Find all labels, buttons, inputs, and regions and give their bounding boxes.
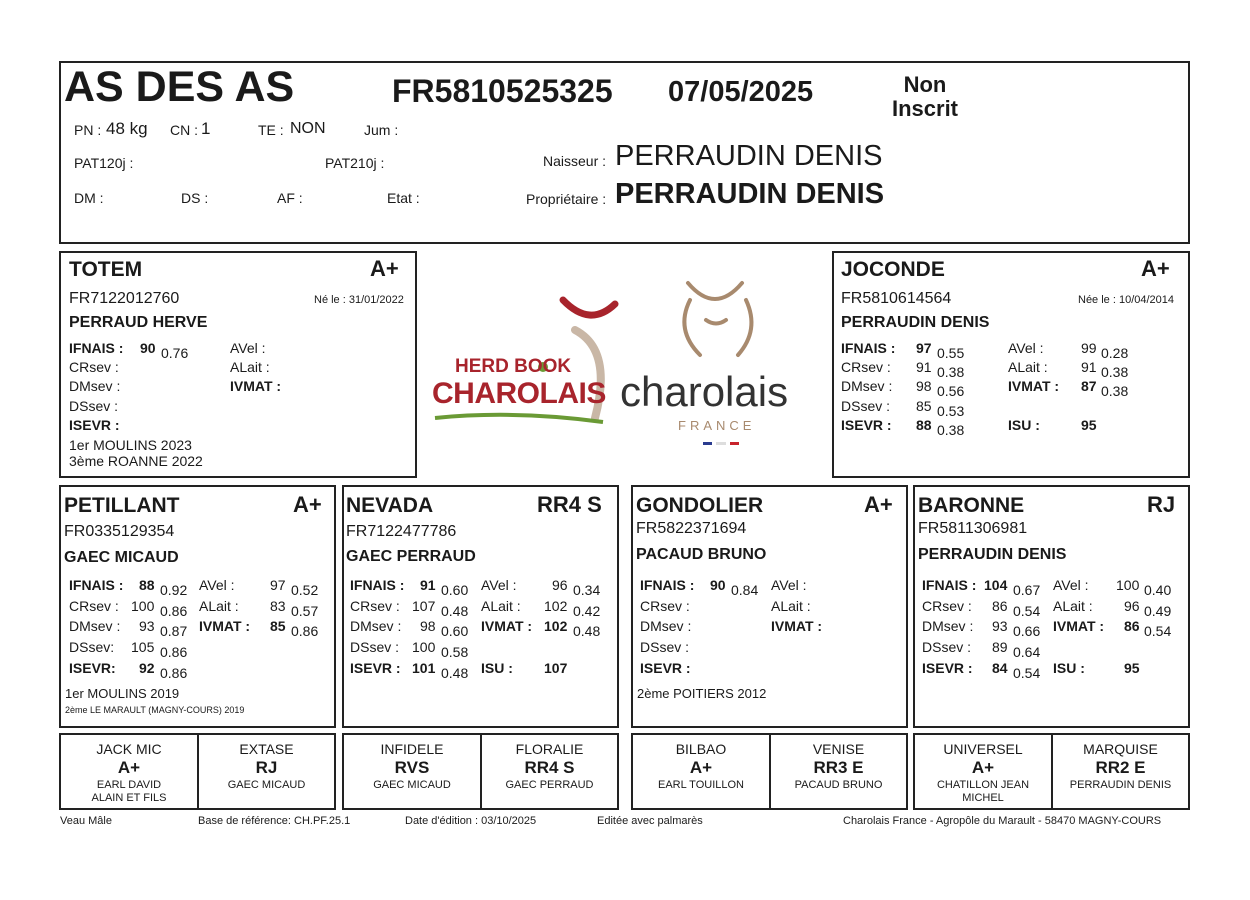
ggp-owner-1: PERRAUDIN DENIS [1069,779,1172,791]
sire-grade: A+ [370,256,399,281]
ggp-card [480,733,619,810]
cn-label: CN : [170,122,198,138]
gp-ifnais-value: 88 [139,577,155,593]
ggp-card [197,733,336,810]
gp-isevr-value: 92 [139,660,155,676]
gp-dssev-label: DSsev: [69,639,115,655]
dam-dssev-label: DSsev : [841,398,891,414]
gp-ivmat-label: IVMAT : [481,618,533,634]
gp-ivmat-cd: 0.54 [1144,623,1172,639]
gp-ivmat-cd: 0.86 [291,623,319,639]
ggp-owner-1: EARL DAVID [96,779,162,791]
gp-crsev-label: CRsev : [69,598,119,614]
gp-id: FR5822371694 [636,520,747,537]
charolais-france-bull-icon [670,275,770,375]
ggp-grade: A+ [689,758,713,777]
dam-avel-cd: 0.28 [1101,345,1129,361]
ggp-name: FLORALIE [515,741,584,757]
gp-dssev-label: DSsev : [640,639,690,655]
ggp-card [1051,733,1190,810]
ggp-grade: RR4 S [524,758,575,777]
gp-alait-value: 96 [1124,598,1140,614]
gp-isevr-cd: 0.54 [1013,665,1041,681]
sire-id: FR7122012760 [69,290,180,307]
dam-ivmat-label: IVMAT : [1008,378,1060,394]
gp-avel-value: 96 [552,577,568,593]
flag-white [716,442,725,445]
gp-crsev-label: CRsev : [922,598,972,614]
charolais-brow-mark [706,320,726,324]
gp-id: FR0335129354 [64,523,175,540]
gp-ivmat-label: IVMAT : [199,618,251,634]
gp-crsev-label: CRsev : [350,598,400,614]
registration-status-line1: Non [903,72,947,97]
footer-edition-date: Date d'édition : 03/10/2025 [405,815,537,827]
gp-isevr-cd: 0.48 [441,665,469,681]
gp-alait-value: 83 [270,598,286,614]
gp-ifnais-cd: 0.60 [441,582,469,598]
ggp-owner-1: GAEC PERRAUD [505,779,594,791]
gp-isevr-value: 101 [412,660,436,676]
gp-id: FR7122477786 [346,523,457,540]
sire-owner: PERRAUD HERVE [69,314,208,331]
te-label: TE : [258,122,284,138]
pn-label: PN : [74,122,102,138]
gp-dssev-cd: 0.86 [160,644,188,660]
gp-avel-label: AVel : [481,577,517,593]
dam-isevr-label: ISEVR : [841,417,892,433]
gp-palmares-1: 1er MOULINS 2019 [65,686,180,701]
ggp-name: UNIVERSEL [943,741,1023,757]
gp-alait-cd: 0.57 [291,603,319,619]
ggp-owner-1: EARL TOUILLON [658,779,744,791]
dm-label: DM : [74,190,104,206]
ggp-name: JACK MIC [96,741,162,757]
gp-owner: GAEC PERRAUD [346,548,476,565]
gp-palmares-1: 2ème POITIERS 2012 [637,686,767,701]
dam-avel-value: 99 [1081,340,1097,356]
ggp-name: BILBAO [675,741,727,757]
dam-ivmat-cd: 0.38 [1101,383,1129,399]
animal-birth-date: 07/05/2025 [668,76,814,108]
naisseur-value: PERRAUDIN DENIS [615,140,883,172]
ggp-grade: RR2 E [1095,758,1146,777]
dam-dssev-value: 85 [916,398,932,414]
gp-grade: RJ [1147,492,1176,517]
dam-owner: PERRAUDIN DENIS [841,314,990,331]
gp-id: FR5811306981 [918,520,1028,537]
sire-crsev-label: CRsev : [69,359,119,375]
gp-avel-label: AVel : [771,577,807,593]
charolais-head-right-mark [738,300,751,355]
gp-isu-value: 95 [1124,660,1140,676]
ggp-owner-1: GAEC MICAUD [227,779,306,791]
gp-dssev-label: DSsev : [922,639,972,655]
gp-dmsev-label: DMsev : [69,618,121,634]
gp-isevr-label: ISEVR : [640,660,691,676]
gp-alait-cd: 0.49 [1144,603,1172,619]
ggp-name: EXTASE [239,741,294,757]
dam-isu-value: 95 [1081,417,1097,433]
herdbook-horn-mark [563,300,615,315]
gp-name: NEVADA [346,494,434,517]
dam-alait-label: ALait : [1008,359,1048,375]
charolais-france-word: FRANCE [678,418,756,433]
dam-ivmat-value: 87 [1081,378,1097,394]
footer-palmares-note: Editée avec palmarès [597,815,703,827]
sire-alait-label: ALait : [230,359,270,375]
gp-isu-value: 107 [544,660,568,676]
gp-crsev-cd: 0.86 [160,603,188,619]
gp-ivmat-label: IVMAT : [771,618,823,634]
proprietaire-label: Propriétaire : [526,191,607,207]
ggp-grade: A+ [971,758,995,777]
gp-dssev-value: 89 [992,639,1008,655]
gp-avel-label: AVel : [1053,577,1089,593]
sire-palmares-2: 3ème ROANNE 2022 [69,453,203,469]
gp-palmares-2: 2ème LE MARAULT (MAGNY-COURS) 2019 [65,705,245,715]
dam-dmsev-label: DMsev : [841,378,893,394]
sire-avel-label: AVel : [230,340,266,356]
ggp-name: VENISE [812,741,865,757]
dam-dmsev-value: 98 [916,378,932,394]
gp-ivmat-label: IVMAT : [1053,618,1105,634]
gp-ifnais-label: IFNAIS : [350,577,405,593]
cn-value: 1 [201,119,211,138]
gp-crsev-value: 86 [992,598,1008,614]
registration-status [880,73,970,121]
ggp-card [342,733,482,810]
ggp-owner-2: MICHEL [962,792,1004,804]
gp-isevr-label: ISEVR: [69,660,116,676]
ggp-owner-2: ALAIN ET FILS [91,792,167,804]
dam-avel-label: AVel : [1008,340,1044,356]
ggp-grade: RJ [255,758,278,777]
sire-ifnais-cd: 0.76 [161,345,189,361]
footer-base: Base de référence: CH.PF.25.1 [198,815,351,827]
gp-name: PETILLANT [64,494,180,517]
gp-dssev-value: 100 [412,639,436,655]
proprietaire-value: PERRAUDIN DENIS [615,178,885,210]
sire-dmsev-label: DMsev : [69,378,121,394]
gp-crsev-label: CRsev : [640,598,690,614]
sire-ifnais-value: 90 [140,340,156,356]
gp-ifnais-label: IFNAIS : [69,577,124,593]
gp-dmsev-cd: 0.87 [160,623,188,639]
gp-alait-cd: 0.42 [573,603,601,619]
gp-owner: PACAUD BRUNO [636,546,767,563]
gp-ifnais-label: IFNAIS : [922,577,977,593]
gp-name: BARONNE [918,494,1025,517]
gp-ivmat-value: 86 [1124,618,1140,634]
ggp-grade: RVS [394,758,430,777]
ds-label: DS : [181,190,209,206]
herdbook-line2: CHAROLAIS [432,377,606,410]
gp-ifnais-label: IFNAIS : [640,577,695,593]
gp-alait-label: ALait : [199,598,239,614]
gp-alait-label: ALait : [1053,598,1093,614]
gp-name: GONDOLIER [636,494,764,517]
gp-ivmat-value: 102 [544,618,568,634]
ggp-owner-1: GAEC MICAUD [373,779,451,791]
dam-birth-date: Née le : 10/04/2014 [1078,294,1175,306]
gp-dmsev-value: 93 [992,618,1008,634]
naisseur-label: Naisseur : [543,153,607,169]
dam-alait-cd: 0.38 [1101,364,1129,380]
gp-dmsev-label: DMsev : [922,618,974,634]
gp-avel-value: 97 [270,577,286,593]
dam-crsev-value: 91 [916,359,932,375]
ggp-card [631,733,771,810]
gp-alait-label: ALait : [771,598,811,614]
gp-ifnais-value: 90 [710,577,726,593]
sire-name: TOTEM [69,258,143,281]
gp-avel-label: AVel : [199,577,235,593]
footer-sex: Veau Mâle [60,815,112,827]
gp-isu-label: ISU : [481,660,513,676]
gp-ifnais-value: 91 [420,577,436,593]
gp-grade: A+ [864,492,893,517]
gp-ivmat-cd: 0.48 [573,623,601,639]
gp-dmsev-value: 93 [139,618,155,634]
sire-ifnais-label: IFNAIS : [69,340,124,356]
ggp-grade: A+ [117,758,141,777]
dam-name: JOCONDE [841,258,945,281]
gp-crsev-value: 107 [412,598,436,614]
dam-alait-value: 91 [1081,359,1097,375]
te-value: NON [290,120,326,137]
pn-value: 48 kg [106,119,148,138]
jum-label: Jum : [364,122,399,138]
gp-grade: A+ [293,492,322,517]
charolais-horns-mark [688,283,742,299]
sire-isevr-label: ISEVR : [69,417,120,433]
sire-ivmat-label: IVMAT : [230,378,282,394]
herdbook-line1: HERD BOOK [455,356,572,377]
gp-crsev-value: 100 [131,598,155,614]
gp-dmsev-cd: 0.60 [441,623,469,639]
gp-ifnais-cd: 0.92 [160,582,188,598]
dam-id: FR5810614564 [841,290,952,307]
gp-dssev-label: DSsev : [350,639,400,655]
gp-owner: GAEC MICAUD [64,549,179,566]
gp-crsev-cd: 0.54 [1013,603,1041,619]
dam-crsev-cd: 0.38 [937,364,965,380]
ggp-name: INFIDELE [380,741,444,757]
gp-dssev-cd: 0.64 [1013,644,1041,660]
charolais-head-left-mark [684,300,700,355]
gp-dssev-value: 105 [131,639,155,655]
herdbook-underline [435,415,603,422]
ggp-name: MARQUISE [1083,741,1158,757]
pat120-label: PAT120j : [74,155,134,171]
gp-isevr-label: ISEVR : [350,660,401,676]
etat-label: Etat : [387,190,420,206]
gp-ifnais-value: 104 [984,577,1008,593]
pat210-label: PAT210j : [325,155,385,171]
gp-avel-cd: 0.40 [1144,582,1172,598]
gp-dssev-cd: 0.58 [441,644,469,660]
dam-ifnais-value: 97 [916,340,932,356]
dam-isu-label: ISU : [1008,417,1040,433]
ggp-owner-1: CHATILLON JEAN [936,779,1030,791]
af-label: AF : [277,190,303,206]
dam-dssev-cd: 0.53 [937,403,965,419]
gp-alait-label: ALait : [481,598,521,614]
gp-ifnais-cd: 0.67 [1013,582,1041,598]
dam-crsev-label: CRsev : [841,359,891,375]
animal-id: FR5810525325 [392,73,613,109]
flag-blue [703,442,712,445]
charolais-wordmark: charolais [620,368,789,415]
dam-ifnais-cd: 0.55 [937,345,965,361]
ggp-owner-1: PACAUD BRUNO [794,779,883,791]
sire-palmares-1: 1er MOULINS 2023 [69,437,192,453]
gp-isevr-label: ISEVR : [922,660,973,676]
gp-dmsev-label: DMsev : [640,618,692,634]
sire-birth-date: Né le : 31/01/2022 [314,294,404,306]
dam-ifnais-label: IFNAIS : [841,340,896,356]
gp-isevr-value: 84 [992,660,1008,676]
dam-grade: A+ [1141,256,1170,281]
gp-isu-label: ISU : [1053,660,1085,676]
gp-dmsev-cd: 0.66 [1013,623,1041,639]
gp-isevr-cd: 0.86 [160,665,188,681]
dam-isevr-value: 88 [916,417,932,433]
gp-avel-value: 100 [1116,577,1140,593]
registration-status-line2: Inscrit [891,96,959,121]
french-flag-mark [703,442,739,445]
ggp-card [913,733,1053,810]
ggp-card [769,733,908,810]
footer-address: Charolais France - Agropôle du Marault - 58470 MAGNY-COURS [843,815,1162,827]
gp-avel-cd: 0.52 [291,582,319,598]
gp-ifnais-cd: 0.84 [731,582,759,598]
gp-ivmat-value: 85 [270,618,286,634]
dam-dmsev-cd: 0.56 [937,383,965,399]
ggp-card [59,733,199,810]
gp-crsev-cd: 0.48 [441,603,469,619]
gp-dmsev-value: 98 [420,618,436,634]
gp-alait-value: 102 [544,598,568,614]
ggp-grade: RR3 E [813,758,864,777]
flag-red [730,442,739,445]
dam-isevr-cd: 0.38 [937,422,965,438]
gp-owner: PERRAUDIN DENIS [918,546,1067,563]
sire-dssev-label: DSsev : [69,398,119,414]
animal-name: AS DES AS [64,63,295,111]
gp-dmsev-label: DMsev : [350,618,402,634]
gp-grade: RR4 S [537,492,602,517]
gp-avel-cd: 0.34 [573,582,601,598]
